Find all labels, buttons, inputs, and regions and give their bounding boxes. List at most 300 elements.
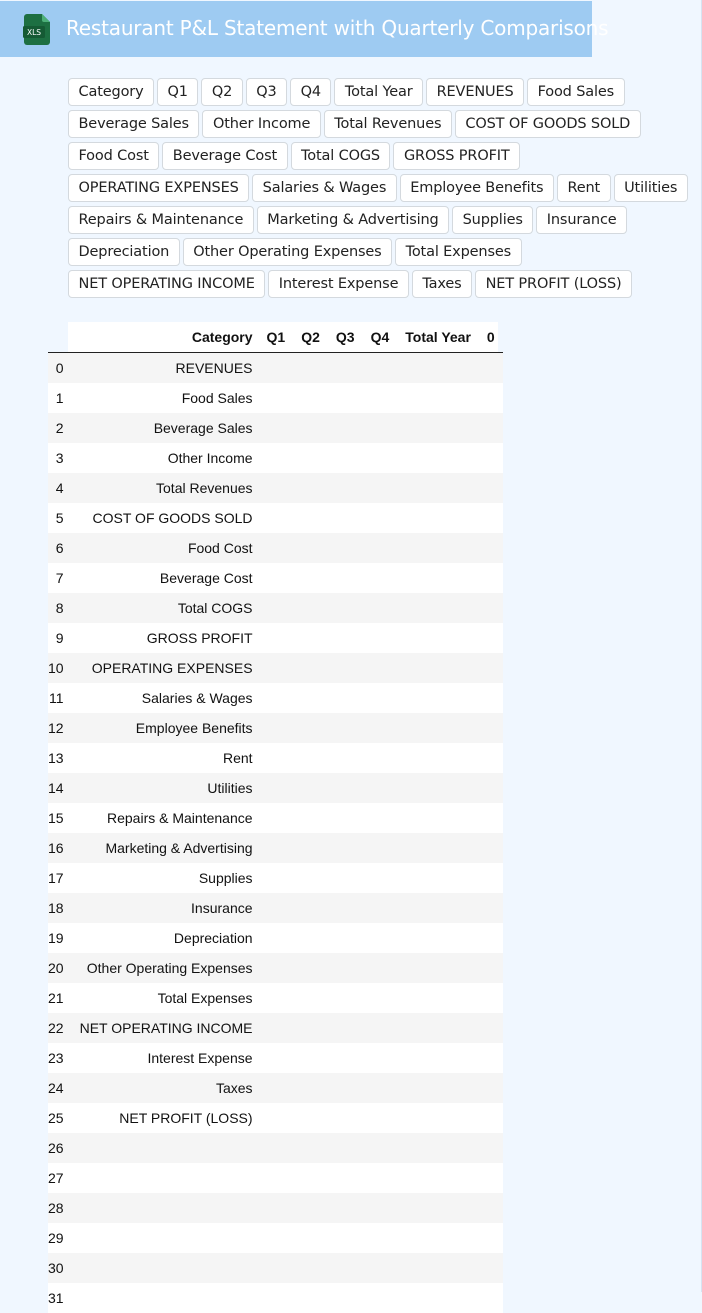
total-year-cell	[397, 353, 479, 384]
q1-cell	[259, 923, 294, 953]
category-cell	[72, 1193, 259, 1223]
q4-cell	[363, 653, 398, 683]
q1-cell	[259, 563, 294, 593]
q1-cell	[259, 833, 294, 863]
table-row[interactable]	[48, 743, 503, 773]
row-index: 16	[48, 833, 72, 863]
pl-data-table	[48, 322, 503, 1313]
table-row[interactable]	[48, 1253, 503, 1283]
q4-cell	[363, 623, 398, 653]
table-row[interactable]	[48, 623, 503, 653]
q2-cell	[293, 683, 328, 713]
column-chip[interactable]: Interest Expense	[268, 270, 409, 298]
category-cell: Total Revenues	[72, 473, 259, 503]
q3-cell	[328, 473, 363, 503]
q1-cell	[259, 653, 294, 683]
column-chip[interactable]: Salaries & Wages	[252, 174, 397, 202]
q3-cell	[328, 1073, 363, 1103]
q2-cell	[293, 863, 328, 893]
zero-cell	[479, 383, 503, 413]
q2-cell	[293, 383, 328, 413]
q1-cell	[259, 1043, 294, 1073]
zero-cell	[479, 1223, 503, 1253]
q3-cell	[328, 623, 363, 653]
zero-cell	[479, 773, 503, 803]
q3-cell	[328, 923, 363, 953]
q4-cell	[363, 413, 398, 443]
q2-cell	[293, 533, 328, 563]
table-row[interactable]	[48, 983, 503, 1013]
row-index: 29	[48, 1223, 72, 1253]
category-cell: Other Operating Expenses	[72, 953, 259, 983]
q3-cell	[328, 443, 363, 473]
column-chip[interactable]: NET PROFIT (LOSS)	[475, 270, 632, 298]
q4-cell	[363, 773, 398, 803]
column-chip[interactable]: Employee Benefits	[400, 174, 554, 202]
zero-cell	[479, 353, 503, 384]
category-cell	[72, 1163, 259, 1193]
q1-cell	[259, 473, 294, 503]
row-index: 26	[48, 1133, 72, 1163]
q3-cell	[328, 533, 363, 563]
column-chip[interactable]: Food Cost	[68, 142, 159, 170]
row-index: 17	[48, 863, 72, 893]
table-row[interactable]	[48, 923, 503, 953]
q2-cell	[293, 773, 328, 803]
category-cell: GROSS PROFIT	[72, 623, 259, 653]
column-chip[interactable]: Total Year	[334, 78, 423, 106]
q2-cell	[293, 353, 328, 384]
zero-cell	[479, 893, 503, 923]
q1-cell	[259, 1163, 294, 1193]
q2-cell	[293, 893, 328, 923]
q1-cell	[259, 1133, 294, 1163]
row-index: 24	[48, 1073, 72, 1103]
q2-cell	[293, 743, 328, 773]
q2-cell	[293, 653, 328, 683]
total-year-cell	[397, 683, 479, 713]
q4-column-header[interactable]: Q4	[363, 322, 398, 353]
q3-column-header[interactable]: Q3	[328, 322, 363, 353]
q4-cell	[363, 1073, 398, 1103]
table-row[interactable]	[48, 1073, 503, 1103]
total-year-cell	[397, 593, 479, 623]
q4-cell	[363, 803, 398, 833]
row-index: 31	[48, 1283, 72, 1313]
column-chip[interactable]: Q1	[157, 78, 198, 106]
q3-cell	[328, 893, 363, 923]
q3-cell	[328, 563, 363, 593]
table-row[interactable]	[48, 1013, 503, 1043]
category-cell: COST OF GOODS SOLD	[72, 503, 259, 533]
row-index: 28	[48, 1193, 72, 1223]
q2-cell	[293, 1283, 328, 1313]
q1-cell	[259, 713, 294, 743]
column-chip[interactable]: NET OPERATING INCOME	[68, 270, 265, 298]
q3-cell	[328, 413, 363, 443]
table-row[interactable]	[48, 563, 503, 593]
column-chip[interactable]: GROSS PROFIT	[393, 142, 520, 170]
page-title: Restaurant P&L Statement with Quarterly Comparisons	[66, 16, 608, 40]
table-row[interactable]	[48, 383, 503, 413]
row-index: 8	[48, 593, 72, 623]
table-row[interactable]	[48, 713, 503, 743]
q4-cell	[363, 743, 398, 773]
row-index: 30	[48, 1253, 72, 1283]
category-cell: REVENUES	[72, 353, 259, 384]
q2-cell	[293, 413, 328, 443]
column-chip[interactable]: Taxes	[412, 270, 472, 298]
total-year-cell	[397, 563, 479, 593]
zero-cell	[479, 1133, 503, 1163]
q4-cell	[363, 473, 398, 503]
category-cell: Total COGS	[72, 593, 259, 623]
q4-cell	[363, 383, 398, 413]
category-cell: Other Income	[72, 443, 259, 473]
row-index: 10	[48, 653, 72, 683]
zero-cell	[479, 653, 503, 683]
q4-cell	[363, 503, 398, 533]
row-index: 13	[48, 743, 72, 773]
column-chip[interactable]: Repairs & Maintenance	[68, 206, 254, 234]
zero-cell	[479, 593, 503, 623]
q3-cell	[328, 1283, 363, 1313]
q3-cell	[328, 1043, 363, 1073]
q1-cell	[259, 1103, 294, 1133]
row-index: 6	[48, 533, 72, 563]
row-index: 11	[48, 683, 72, 713]
total-year-cell	[397, 653, 479, 683]
table-row[interactable]	[48, 593, 503, 623]
table-row[interactable]	[48, 1133, 503, 1163]
column-chip[interactable]: Food Sales	[527, 78, 624, 106]
zero-cell	[479, 923, 503, 953]
q2-cell	[293, 1103, 328, 1133]
total-year-cell	[397, 953, 479, 983]
q3-cell	[328, 953, 363, 983]
total-year-cell	[397, 413, 479, 443]
q2-column-header[interactable]: Q2	[293, 322, 328, 353]
total-year-cell	[397, 893, 479, 923]
q1-cell	[259, 803, 294, 833]
category-cell: Repairs & Maintenance	[72, 803, 259, 833]
zero-cell	[479, 623, 503, 653]
q1-cell	[259, 1223, 294, 1253]
q3-cell	[328, 773, 363, 803]
table-row[interactable]	[48, 533, 503, 563]
q3-cell	[328, 383, 363, 413]
category-cell: Interest Expense	[72, 1043, 259, 1073]
column-chip[interactable]: Rent	[557, 174, 611, 202]
q3-cell	[328, 1103, 363, 1133]
table-row[interactable]	[48, 1163, 503, 1193]
zero-cell	[479, 503, 503, 533]
zero-cell	[479, 743, 503, 773]
total-year-cell	[397, 1013, 479, 1043]
category-cell	[72, 1223, 259, 1253]
excel-file-icon	[23, 14, 50, 45]
total-year-cell	[397, 863, 479, 893]
q3-cell	[328, 1133, 363, 1163]
q1-column-header[interactable]: Q1	[259, 322, 294, 353]
q2-cell	[293, 1163, 328, 1193]
column-chip[interactable]: OPERATING EXPENSES	[68, 174, 249, 202]
zero-cell	[479, 1073, 503, 1103]
column-chip[interactable]: Total Revenues	[324, 110, 452, 138]
table-row[interactable]	[48, 953, 503, 983]
q3-cell	[328, 1193, 363, 1223]
q1-cell	[259, 983, 294, 1013]
row-index: 25	[48, 1103, 72, 1133]
table-row[interactable]	[48, 443, 503, 473]
row-index: 12	[48, 713, 72, 743]
q4-cell	[363, 1223, 398, 1253]
table-row[interactable]	[48, 503, 503, 533]
total-year-cell	[397, 1133, 479, 1163]
row-index: 3	[48, 443, 72, 473]
table-row[interactable]	[48, 773, 503, 803]
column-chip[interactable]: Category	[68, 78, 154, 106]
table-row[interactable]	[48, 413, 503, 443]
column-chip[interactable]: Utilities	[614, 174, 688, 202]
q1-cell	[259, 1193, 294, 1223]
row-index: 2	[48, 413, 72, 443]
table-row[interactable]	[48, 1043, 503, 1073]
column-chip[interactable]: Beverage Sales	[68, 110, 199, 138]
q1-cell	[259, 353, 294, 384]
category-cell: OPERATING EXPENSES	[72, 653, 259, 683]
table-row[interactable]	[48, 833, 503, 863]
q2-cell	[293, 1223, 328, 1253]
q1-cell	[259, 1283, 294, 1313]
total-year-cell	[397, 803, 479, 833]
total-year-cell	[397, 1193, 479, 1223]
row-index: 22	[48, 1013, 72, 1043]
column-chip-list	[68, 78, 693, 298]
table-row[interactable]	[48, 1223, 503, 1253]
row-index: 19	[48, 923, 72, 953]
zero-cell	[479, 983, 503, 1013]
q1-cell	[259, 623, 294, 653]
column-chip[interactable]: Insurance	[536, 206, 627, 234]
zero-cell	[479, 1043, 503, 1073]
zero-cell	[479, 473, 503, 503]
q3-cell	[328, 593, 363, 623]
q4-cell	[363, 533, 398, 563]
q2-cell	[293, 1013, 328, 1043]
category-cell: Food Cost	[72, 533, 259, 563]
category-cell: Employee Benefits	[72, 713, 259, 743]
q1-cell	[259, 683, 294, 713]
column-chip[interactable]: Q2	[201, 78, 242, 106]
q4-cell	[363, 953, 398, 983]
column-chip[interactable]: Other Operating Expenses	[183, 238, 392, 266]
row-index: 1	[48, 383, 72, 413]
total-year-cell	[397, 773, 479, 803]
category-cell: Beverage Cost	[72, 563, 259, 593]
row-index: 7	[48, 563, 72, 593]
column-chip[interactable]: Beverage Cost	[162, 142, 287, 170]
q1-cell	[259, 953, 294, 983]
category-cell	[72, 1253, 259, 1283]
zero-cell	[479, 803, 503, 833]
zero-cell	[479, 713, 503, 743]
column-chip[interactable]: Q4	[290, 78, 331, 106]
q3-cell	[328, 503, 363, 533]
q3-cell	[328, 743, 363, 773]
q3-cell	[328, 1253, 363, 1283]
category-cell	[72, 1133, 259, 1163]
zero-cell	[479, 1253, 503, 1283]
q4-cell	[363, 1013, 398, 1043]
column-chip[interactable]: REVENUES	[426, 78, 524, 106]
row-index: 0	[48, 353, 72, 384]
q3-cell	[328, 833, 363, 863]
q4-cell	[363, 353, 398, 384]
row-index: 5	[48, 503, 72, 533]
zero-cell	[479, 953, 503, 983]
total-year-cell	[397, 923, 479, 953]
category-cell: Food Sales	[72, 383, 259, 413]
q1-cell	[259, 893, 294, 923]
category-cell: Total Expenses	[72, 983, 259, 1013]
q2-cell	[293, 593, 328, 623]
column-chip[interactable]: Depreciation	[68, 238, 180, 266]
q2-cell	[293, 563, 328, 593]
table-row[interactable]	[48, 1283, 503, 1313]
q1-cell	[259, 1013, 294, 1043]
q4-cell	[363, 1193, 398, 1223]
row-index: 9	[48, 623, 72, 653]
q3-cell	[328, 1163, 363, 1193]
q3-cell	[328, 683, 363, 713]
column-chip[interactable]: Marketing & Advertising	[257, 206, 449, 234]
q2-cell	[293, 803, 328, 833]
row-index: 21	[48, 983, 72, 1013]
total-year-cell	[397, 983, 479, 1013]
q2-cell	[293, 473, 328, 503]
table-row[interactable]	[48, 863, 503, 893]
zero-cell	[479, 1283, 503, 1313]
q4-cell	[363, 833, 398, 863]
column-chip[interactable]: Total COGS	[291, 142, 391, 170]
table-row[interactable]	[48, 1103, 503, 1133]
q4-cell	[363, 593, 398, 623]
q4-cell	[363, 683, 398, 713]
q3-cell	[328, 713, 363, 743]
total-year-cell	[397, 1073, 479, 1103]
total-year-cell	[397, 1043, 479, 1073]
total-year-cell	[397, 503, 479, 533]
row-index: 15	[48, 803, 72, 833]
zero-cell	[479, 683, 503, 713]
zero-column-header[interactable]: 0	[479, 322, 503, 353]
table-row[interactable]	[48, 473, 503, 503]
q1-cell	[259, 773, 294, 803]
zero-cell	[479, 833, 503, 863]
q4-cell	[363, 713, 398, 743]
q4-cell	[363, 1163, 398, 1193]
table-row[interactable]	[48, 893, 503, 923]
total-year-cell	[397, 1163, 479, 1193]
q2-cell	[293, 443, 328, 473]
category-column-header[interactable]: Category	[72, 322, 259, 353]
q3-cell	[328, 1013, 363, 1043]
total-year-cell	[397, 623, 479, 653]
category-cell: Supplies	[72, 863, 259, 893]
q4-cell	[363, 923, 398, 953]
category-cell: Marketing & Advertising	[72, 833, 259, 863]
zero-cell	[479, 413, 503, 443]
q4-cell	[363, 983, 398, 1013]
q4-cell	[363, 1043, 398, 1073]
category-cell: Salaries & Wages	[72, 683, 259, 713]
zero-cell	[479, 563, 503, 593]
q4-cell	[363, 1253, 398, 1283]
total-year-cell	[397, 743, 479, 773]
column-chip[interactable]: Other Income	[202, 110, 320, 138]
q2-cell	[293, 1043, 328, 1073]
q1-cell	[259, 1073, 294, 1103]
category-cell: Utilities	[72, 773, 259, 803]
table-row[interactable]	[48, 1193, 503, 1223]
zero-cell	[479, 1013, 503, 1043]
total-year-column-header[interactable]: Total Year	[397, 322, 479, 353]
category-cell: Depreciation	[72, 923, 259, 953]
row-index: 20	[48, 953, 72, 983]
total-year-cell	[397, 1103, 479, 1133]
total-year-cell	[397, 1253, 479, 1283]
total-year-cell	[397, 713, 479, 743]
total-year-cell	[397, 533, 479, 563]
index-column-header	[48, 322, 72, 353]
q1-cell	[259, 1253, 294, 1283]
q1-cell	[259, 383, 294, 413]
category-cell: NET PROFIT (LOSS)	[72, 1103, 259, 1133]
table-row[interactable]	[48, 683, 503, 713]
q1-cell	[259, 443, 294, 473]
q4-cell	[363, 863, 398, 893]
q3-cell	[328, 353, 363, 384]
q1-cell	[259, 743, 294, 773]
q2-cell	[293, 713, 328, 743]
q3-cell	[328, 863, 363, 893]
total-year-cell	[397, 833, 479, 863]
zero-cell	[479, 533, 503, 563]
zero-cell	[479, 863, 503, 893]
column-chip[interactable]: Q3	[246, 78, 287, 106]
total-year-cell	[397, 1223, 479, 1253]
column-chip[interactable]: Total Expenses	[395, 238, 521, 266]
q4-cell	[363, 443, 398, 473]
q3-cell	[328, 653, 363, 683]
column-chip[interactable]: COST OF GOODS SOLD	[455, 110, 641, 138]
table-row[interactable]	[48, 353, 503, 384]
table-row[interactable]	[48, 803, 503, 833]
data-table-container[interactable]	[68, 322, 498, 1292]
q1-cell	[259, 533, 294, 563]
q2-cell	[293, 983, 328, 1013]
q2-cell	[293, 1193, 328, 1223]
category-cell: Insurance	[72, 893, 259, 923]
q2-cell	[293, 833, 328, 863]
q2-cell	[293, 503, 328, 533]
category-cell: Beverage Sales	[72, 413, 259, 443]
q4-cell	[363, 1103, 398, 1133]
row-index: 14	[48, 773, 72, 803]
table-row[interactable]	[48, 653, 503, 683]
column-chip[interactable]: Supplies	[452, 206, 533, 234]
